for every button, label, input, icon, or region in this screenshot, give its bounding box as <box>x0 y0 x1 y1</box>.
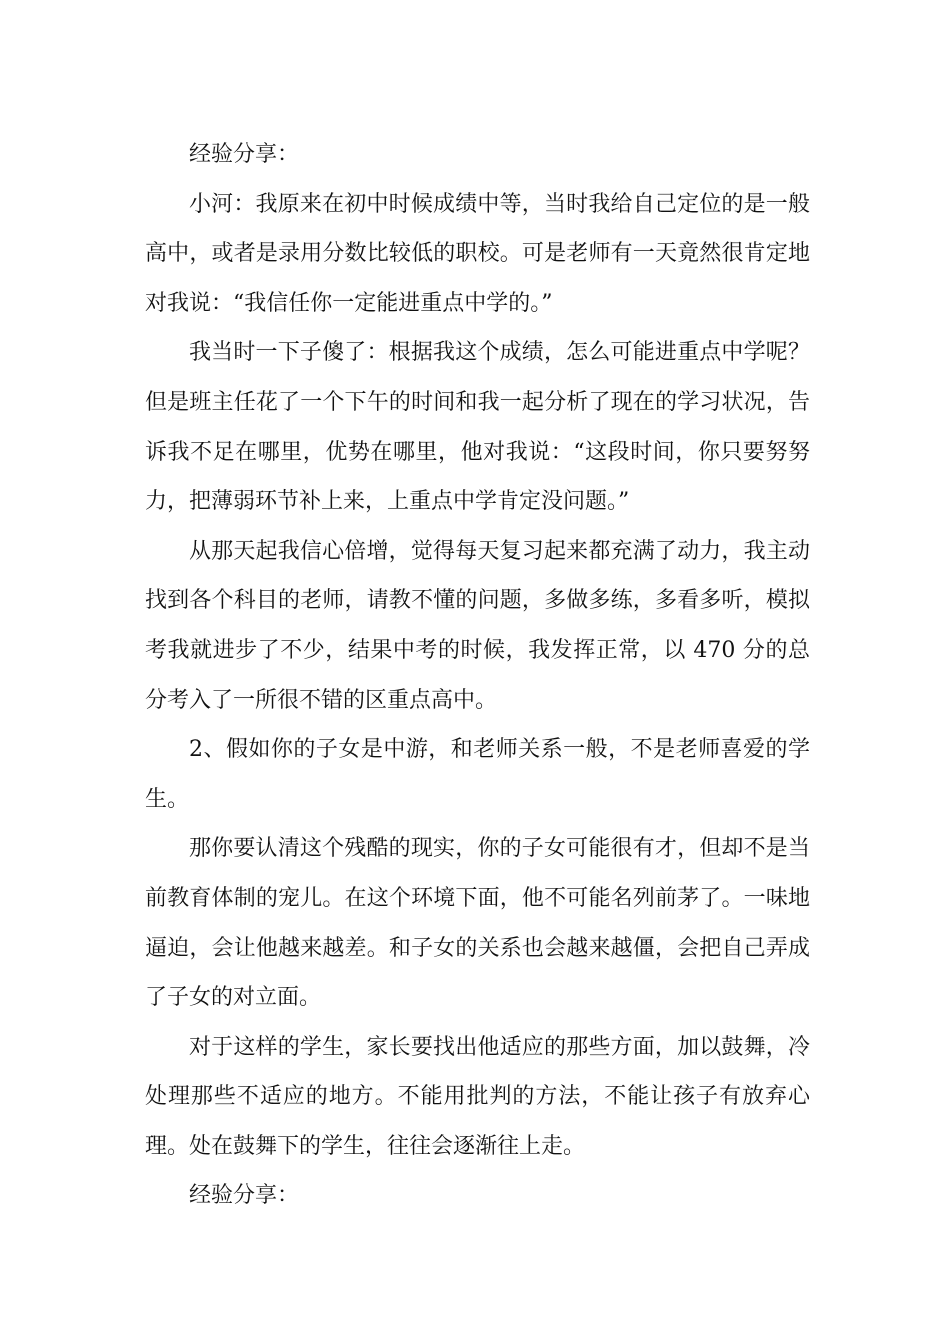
paragraph-teacher-analysis: 我当时一下子傻了：根据我这个成绩，怎么可能进重点中学呢？但是班主任花了一个下午的时间和我一起分析了现在的学习状况，告诉我不足在哪里，优势在哪里，他对我说：“这段时间，你只要努努力，把薄弱环节补上来，上重点中学肯定没问题。” <box>145 340 810 515</box>
paragraph-heading-experience: 经验分享： <box>189 142 300 167</box>
paragraph-heading-experience-2: 经验分享： <box>189 1183 300 1209</box>
document-body <box>145 130 810 1221</box>
paragraph-reality: 那你要认清这个残酷的现实，你的子女可能很有才，但却不是当前教育体制的宠儿。在这个环境下面，他不可能名列前茅了。一味地逼迫，会让他越来越差。和子女的关系也会越来越僵，会把自己弄成了子女的对立面。 <box>145 836 810 1011</box>
paragraph-confidence-result: 从那天起我信心倍增，觉得每天复习起来都充满了动力，我主动找到各个科目的老师，请教不懂的问题，多做多练，多看多听，模拟考我就进步了不少，结果中考的时候，我发挥正常，以 470 分的总分考入了一所很不错的区重点高中。 <box>145 538 810 713</box>
paragraph-section-2-title: 2、假如你的子女是中游，和老师关系一般，不是老师喜爱的学生。 <box>145 737 810 812</box>
paragraph-xiaohe-intro: 小河：我原来在初中时候成绩中等，当时我给自己定位的是一般高中，或者是录用分数比较低的职校。可是老师有一天竟然很肯定地对我说：“我信任你一定能进重点中学的。” <box>145 191 810 316</box>
paragraph-advice: 对于这样的学生，家长要找出他适应的那些方面，加以鼓舞，冷处理那些不适应的地方。不能用批判的方法，不能让孩子有放弃心理。处在鼓舞下的学生，往往会逐渐往上走。 <box>145 1034 810 1159</box>
